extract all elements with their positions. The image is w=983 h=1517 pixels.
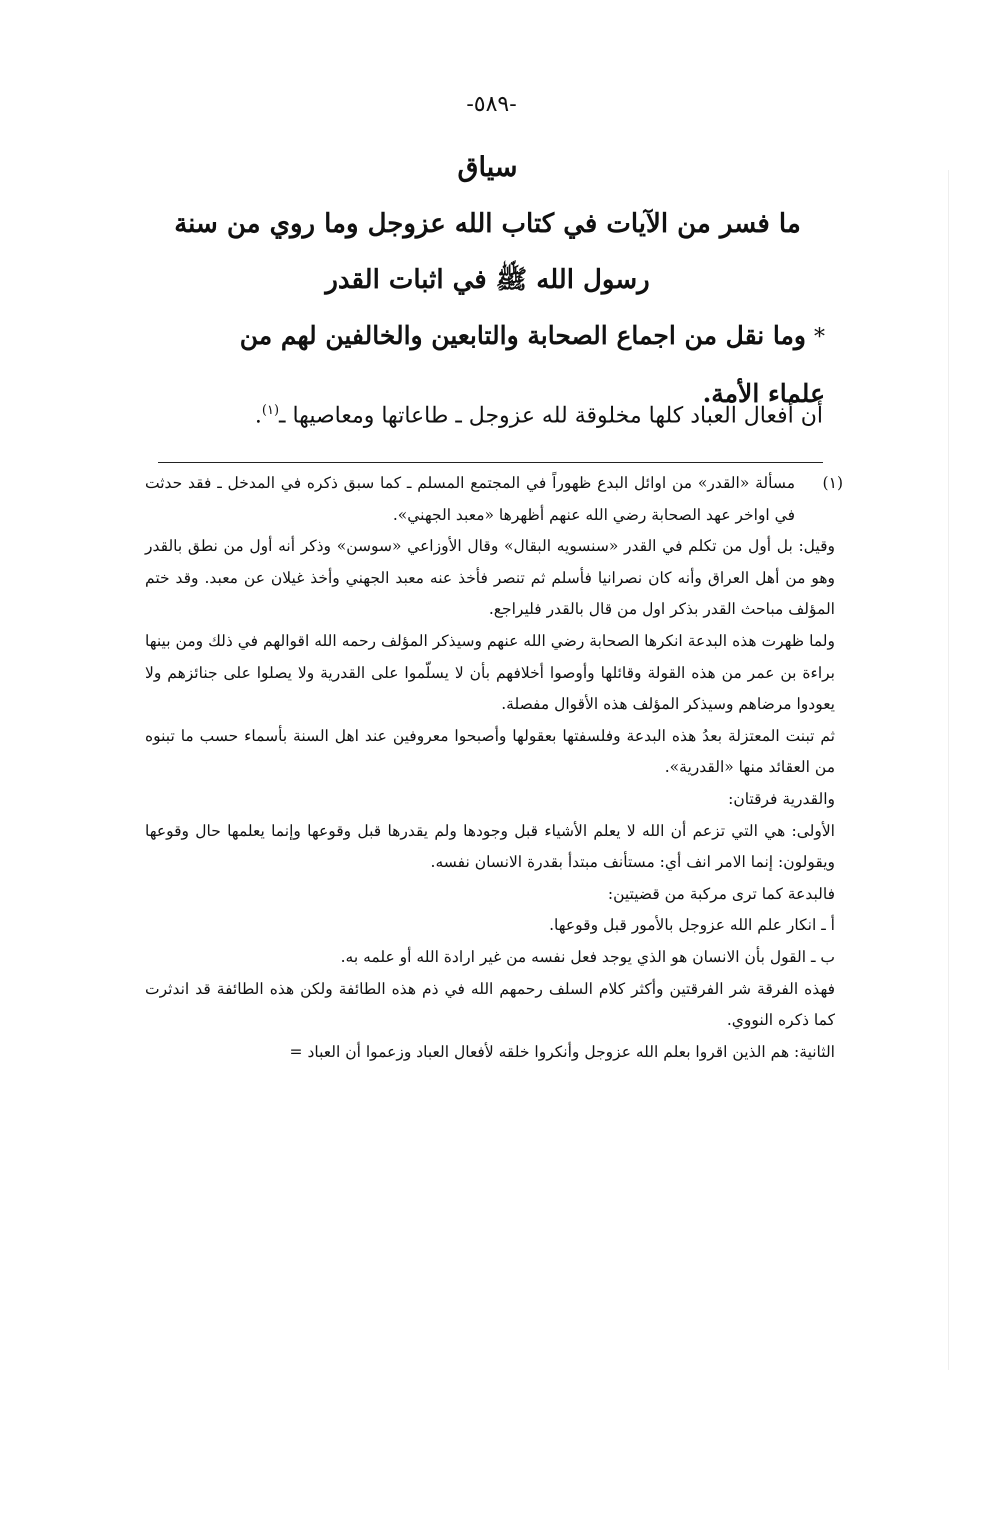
- heading-line-4: وما نقل من اجماع الصحابة والتابعين والخالفين لهم من: [239, 321, 806, 350]
- footnote-paragraph: ب ـ القول بأن الانسان هو الذي يوجد فعل نفسه من غير ارادة الله أو علمه به.: [340, 947, 835, 966]
- heading-line-2: ما فسر من الآيات في كتاب الله عزوجل وما روي من سنة: [174, 209, 801, 239]
- footnote-body: [145, 468, 843, 1068]
- footnote-paragraph: الأولى: هي التي تزعم أن الله لا يعلم الأشياء قبل وجودها ولم يقدرها قبل وقوعها وإنما يعلمها حال وقوعها ويقولون: إنما الامر انف أي: مستأنف مبتدأ بقدرة الانسان نفسه.: [145, 821, 835, 872]
- footnote-paragraph: والقدرية فرقتان:: [728, 789, 835, 808]
- footnote-paragraph: وقيل: بل أول من تكلم في القدر «سنسويه البقال» وقال الأوزاعي «سوسن» وذكر أنه أول من نطق بالقدر وهو من أهل العراق وأنه كان نصرانيا فأسلم ثم تنصر فأخذ عنه معبد الجهني وأخذ غيلان عن معبد. وقد ختم المؤلف مباحث القدر بذكر اول من قال بالقدر فليراجع.: [145, 537, 835, 619]
- intro-text: أن أفعال العباد كلها مخلوقة لله عزوجل ـ طاعاتها ومعاصيها ـ: [279, 403, 823, 429]
- footnote-number: (١): [822, 474, 843, 492]
- page-number: -٥٨٩-: [466, 92, 517, 117]
- intro-statement: [143, 388, 823, 439]
- footnote-paragraph: ثم تبنت المعتزلة بعدُ هذه البدعة وفلسفتها بعقولها وأصبحوا معروفين عند اهل السنة بأسماء حسب ما تبنوه من العقائد منها «القدرية».: [145, 726, 835, 777]
- footnote-paragraph: فهذه الفرقة شر الفرقتين وأكثر كلام السلف رحمهم الله في ذم هذه الطائفة ولكن هذه الطائفة قد اندثرت كما ذكره النووي.: [145, 979, 835, 1030]
- scan-artifact-line: [948, 170, 949, 1370]
- heading-line-1: سياق: [457, 152, 518, 183]
- footnote-paragraph: ولما ظهرت هذه البدعة انكرها الصحابة رضي الله عنهم وسيذكر المؤلف رحمه الله اقوالهم في ذلك ومن بينها براءة بن عمر من هذه القولة وقائلها وأوصوا أخلافهم بأن لا يسلّموا على القدرية ولا يصلوا على جنائزهم ولا يعودوا مرضاهم وسيذكر المؤلف هذه الأقوال مفصلة.: [145, 631, 835, 714]
- footnote-paragraph: أ ـ انكار علم الله عزوجل بالأمور قبل وقوعها.: [549, 916, 835, 935]
- footnote-ref: (١): [261, 403, 280, 418]
- footnote-separator: [158, 462, 823, 463]
- chapter-heading: [150, 140, 825, 422]
- footnote-paragraph: مسألة «القدر» من اوائل البدع ظهوراً في المجتمع المسلم ـ كما سبق ذكره في المدخل ـ فقد حدثت في اواخر عهد الصحابة رضي الله عنهم أظهرها «معبد الجهني».: [145, 474, 795, 524]
- footnote-paragraph: الثانية: هم الذين اقروا بعلم الله عزوجل وأنكروا خلقه لأفعال العباد وزعموا أن العباد =: [289, 1042, 835, 1061]
- heading-line-5: علماء الأمة.: [702, 379, 825, 408]
- footnote-paragraph: فالبدعة كما ترى مركبة من قضيتين:: [607, 884, 835, 903]
- heading-line-3: رسول الله ﷺ في اثبات القدر: [325, 265, 650, 295]
- asterisk-marker: *: [814, 325, 825, 350]
- intro-end: .: [254, 403, 262, 429]
